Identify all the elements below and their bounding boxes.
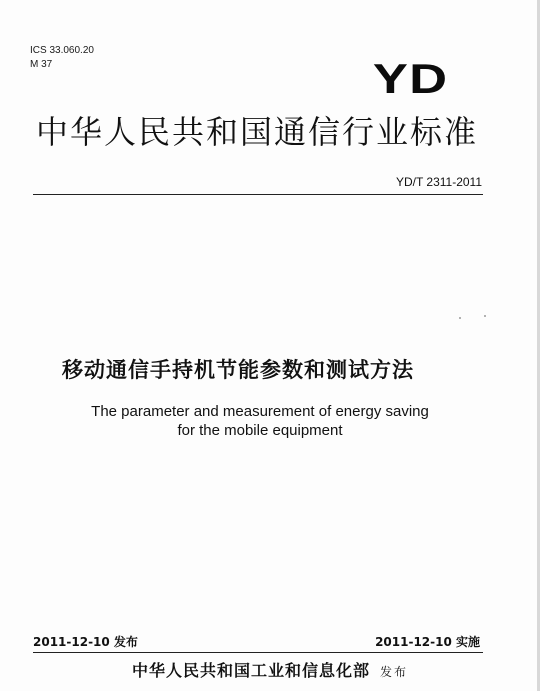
english-title-line-1: The parameter and measurement of energy saving: [91, 403, 429, 420]
english-title-line-2: for the mobile equipment: [177, 422, 343, 439]
scan-speck: [459, 317, 461, 319]
ics-code: ICS 33.060.20: [30, 45, 94, 56]
issue-date: 2011-12-10 发布: [33, 635, 138, 649]
scan-speck: [484, 315, 486, 317]
document-title-chinese: 移动通信手持机节能参数和测试方法: [62, 358, 414, 382]
classification-codes: [30, 44, 94, 72]
publisher-line: [0, 660, 540, 683]
yd-logo: YD: [372, 55, 448, 102]
document-title-english: [40, 402, 480, 440]
publish-label: 发布: [380, 665, 409, 679]
standard-title: 中华人民共和国通信行业标准: [36, 113, 479, 151]
bottom-divider: [33, 652, 483, 653]
publisher-name: 中华人民共和国工业和信息化部: [131, 661, 370, 680]
implementation-date: 2011-12-10 实施: [375, 635, 480, 649]
standard-number: YD/T 2311-2011: [395, 175, 482, 189]
top-divider: [33, 194, 483, 195]
category-code: M 37: [30, 59, 53, 70]
